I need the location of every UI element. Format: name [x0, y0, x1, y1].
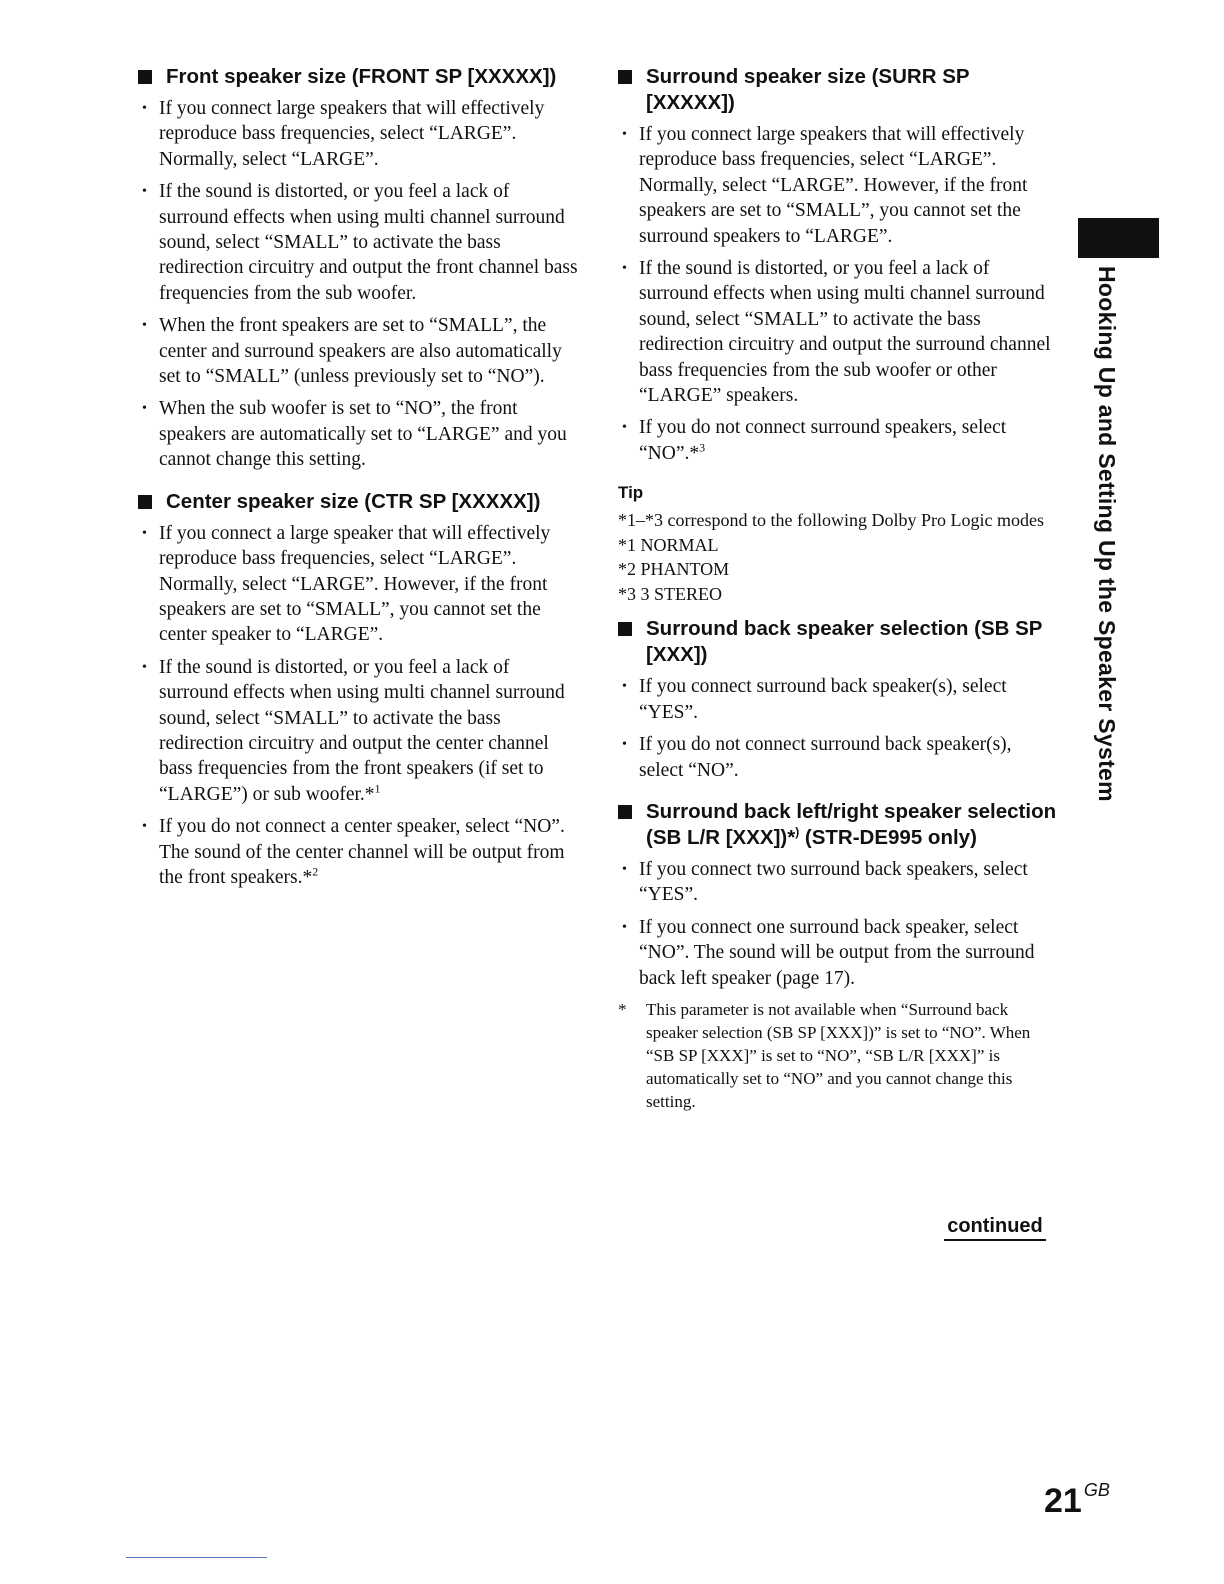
- list-item: • If the sound is distorted, or you feel a lack of surround effects when using multi channel surround sound, select “SMALL” to activate the bass redirection circuitry and output the center channel bass frequencies from the front speakers (if set to “LARGE”) or sub woofer.*$^1$: [142, 656, 565, 805]
- tip-mode: *1 NORMAL: [618, 534, 719, 555]
- footnote-marker: *: [618, 999, 627, 1019]
- bullet-icon: •: [622, 861, 627, 877]
- footnote: [618, 998, 1058, 1113]
- bullet-icon: •: [142, 318, 147, 334]
- square-bullet-icon: [618, 805, 632, 819]
- continued-label: continued: [944, 1213, 1046, 1241]
- list-item: • If you connect large speakers that will effectively reproduce bass frequencies, select “LARGE”. Normally, select “LARGE”. However, if the front speakers are set to “SMALL”, you cannot set the surround speakers to “LARGE”.: [622, 124, 1028, 247]
- list-item: • If you connect one surround back speaker, select “NO”. The sound will be output from the surround back left speaker (page 17).: [622, 916, 1035, 989]
- section-heading-front-speaker-size: Front speaker size (FRONT SP [XXXXX]): [138, 64, 578, 90]
- tip-mode: *2 PHANTOM: [618, 559, 730, 580]
- left-column: [138, 64, 578, 906]
- page-suffix: GB: [1083, 1480, 1110, 1500]
- bullet-icon: •: [622, 679, 627, 695]
- list-item: • If the sound is distorted, or you feel a lack of surround effects when using multi channel surround sound, select “SMALL” to activate the bass redirection circuitry and output the front channel bass frequencies from the sub woofer.: [142, 181, 578, 304]
- square-bullet-icon: [138, 70, 152, 84]
- tip-intro: *1–*3 correspond to the following Dolby Pro Logic modes: [618, 510, 1044, 531]
- section-heading-surround-speaker-size: Surround speaker size (SURR SP [XXXXX]): [618, 64, 1058, 116]
- list-item: • If you do not connect a center speaker, select “NO”. The sound of the center channel will be output from the front speakers.*$^2$: [142, 816, 565, 888]
- bullet-icon: •: [142, 184, 147, 200]
- list-item: • If you do not connect surround back speaker(s), select “NO”.: [622, 734, 1012, 781]
- bullet-icon: •: [622, 420, 627, 436]
- square-bullet-icon: [138, 495, 152, 509]
- footnote-ref: 1: [374, 781, 381, 796]
- heading-sup: ): [795, 825, 800, 840]
- section-heading-surround-back-lr: Surround back left/right speaker selection (SB L/R [XXX])*) (STR-DE995 only): [618, 799, 1058, 851]
- right-column: [618, 64, 1058, 1113]
- list-item: • If the sound is distorted, or you feel a lack of surround effects when using multi channel surround sound, select “SMALL” to activate the bass redirection circuitry and output the surround channel bass frequencies from the sub woofer or other “LARGE” speakers.: [622, 258, 1051, 407]
- list-item: • When the front speakers are set to “SMALL”, the center and surround speakers are also automatically set to “SMALL” (unless previously set to “NO”).: [142, 315, 562, 388]
- bullet-icon: •: [142, 659, 147, 675]
- chapter-side-title: Hooking Up and Setting Up the Speaker System: [1094, 266, 1120, 802]
- list-item: • If you do not connect surround speakers, select “NO”.*$^3$: [622, 417, 1007, 464]
- surround-speaker-size-list: [618, 122, 1058, 466]
- tip-body: [618, 508, 1058, 606]
- front-speaker-size-list: [138, 96, 578, 473]
- list-item: • If you connect two surround back speakers, select “YES”.: [622, 858, 1028, 906]
- footnote-ref: 3: [699, 440, 706, 455]
- center-speaker-size-list: [138, 521, 578, 891]
- list-item: • If you connect surround back speaker(s), select “YES”.: [622, 676, 1007, 723]
- bullet-icon: •: [142, 401, 147, 417]
- bullet-icon: •: [142, 525, 147, 541]
- square-bullet-icon: [618, 622, 632, 636]
- bullet-icon: •: [622, 919, 627, 935]
- chapter-tab-marker: [1078, 218, 1159, 258]
- bullet-icon: •: [142, 101, 147, 116]
- bottom-rule: [126, 1557, 267, 1558]
- section-heading-surround-back-selection: Surround back speaker selection (SB SP [XXX]): [618, 616, 1058, 668]
- bullet-icon: •: [142, 819, 147, 835]
- footnote-text: This parameter is not available when “Surround back speaker selection (SB SP [XXX])” is set to “NO”. When “SB SP [XXX]” is set to “NO”, “SB L/R [XXX]” is automatically set to “NO” and you cannot change this setting.: [646, 999, 1031, 1111]
- tip-mode: *3 3 STEREO: [618, 583, 723, 604]
- section-heading-center-speaker-size: Center speaker size (CTR SP [XXXXX]): [138, 489, 578, 515]
- square-bullet-icon: [618, 70, 632, 84]
- bullet-icon: •: [622, 127, 627, 142]
- list-item: • If you connect a large speaker that will effectively reproduce bass frequencies, select “LARGE”. Normally, select “LARGE”. However, if the front speakers are set to “SMALL”, you cannot set the center speaker to “LARGE”.: [142, 522, 551, 646]
- tip-title: Tip: [618, 483, 644, 503]
- page-number: 21 $^{GB}$: [1044, 1480, 1110, 1520]
- bullet-icon: •: [622, 737, 627, 753]
- bullet-icon: •: [622, 261, 627, 277]
- surround-back-selection-list: [618, 674, 1058, 783]
- list-item: • If you connect large speakers that will effectively reproduce bass frequencies, select “LARGE”. Normally, select “LARGE”.: [142, 98, 545, 170]
- footnote-ref: 2: [312, 864, 319, 879]
- surround-back-lr-list: [618, 857, 1058, 991]
- list-item: • When the sub woofer is set to “NO”, the front speakers are automatically set to “LARGE” and you cannot change this setting.: [142, 398, 567, 471]
